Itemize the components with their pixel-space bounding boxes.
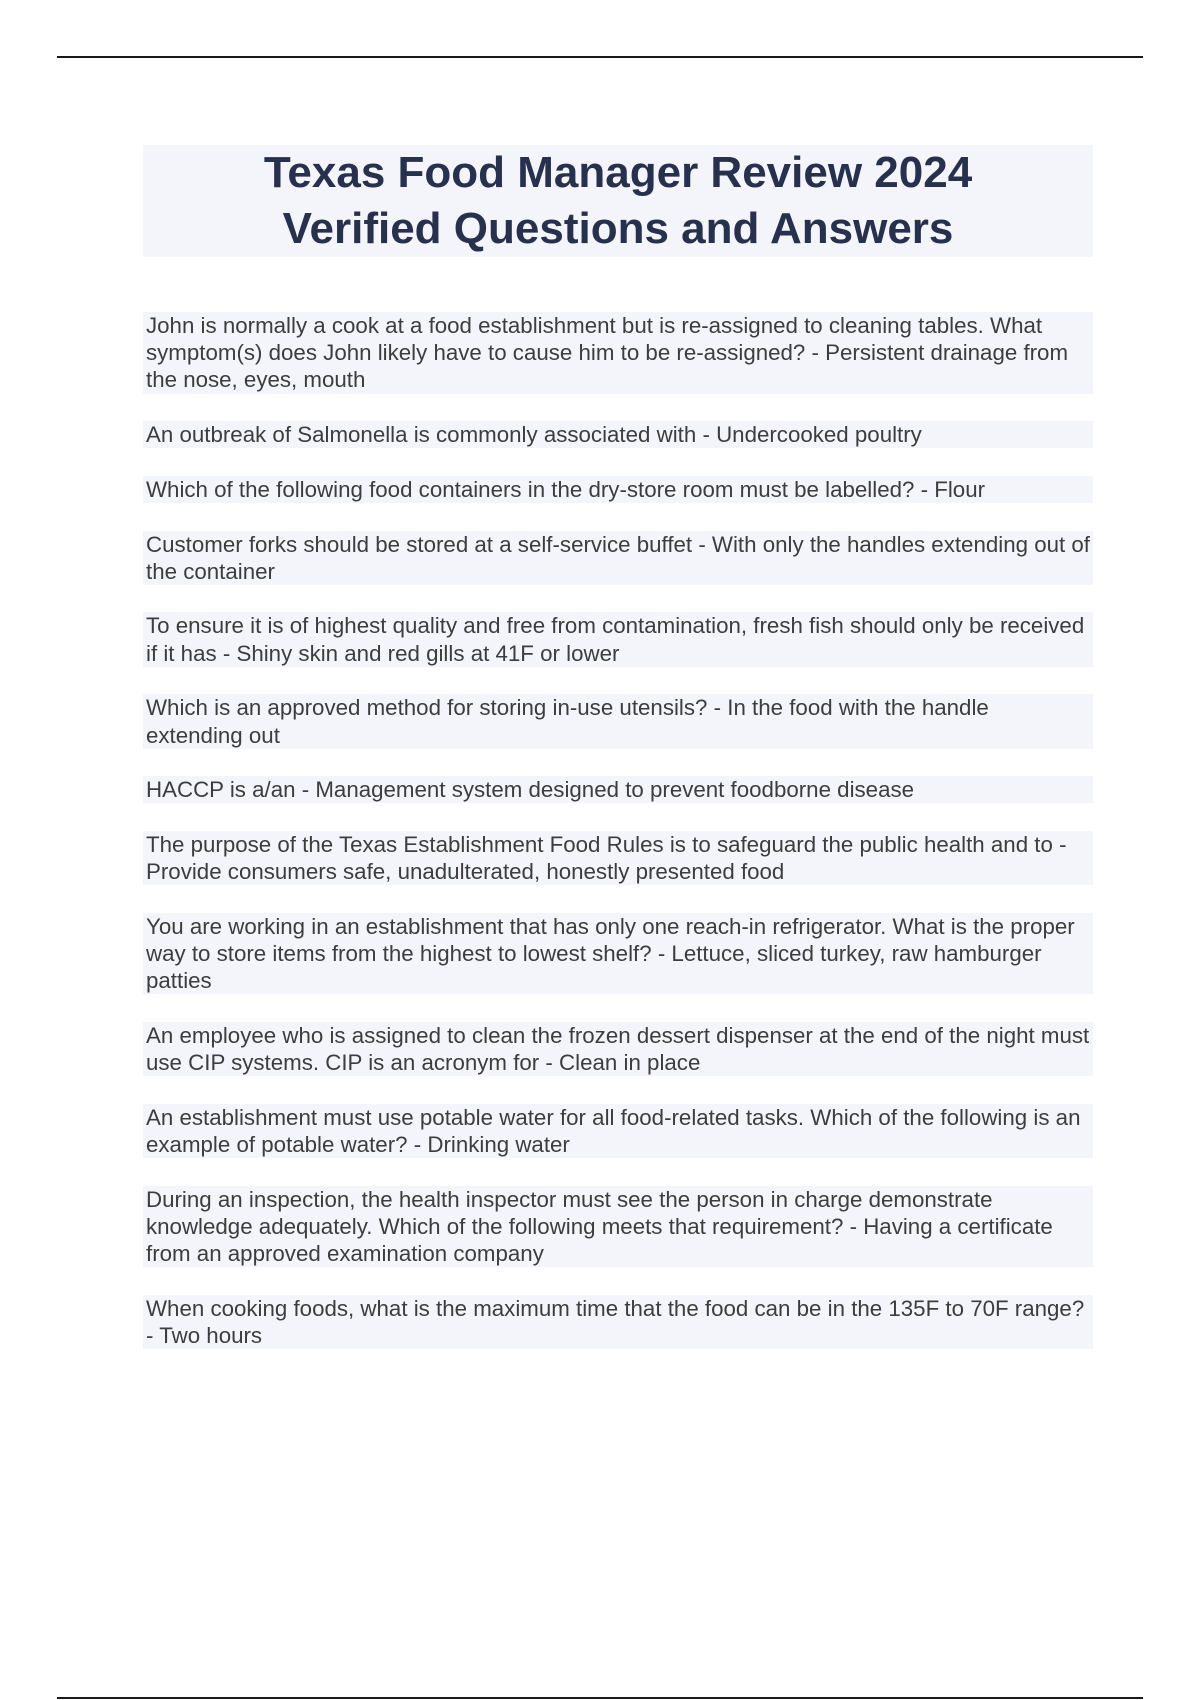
- qa-item: The purpose of the Texas Establishment Food Rules is to safeguard the public health and to - Provide consumers safe, unadulterated, honestly presented food: [143, 831, 1093, 885]
- qa-item: An employee who is assigned to clean the frozen dessert dispenser at the end of the night must use CIP systems. CIP is an acronym for - Clean in place: [143, 1022, 1093, 1076]
- qa-item: An outbreak of Salmonella is commonly associated with - Undercooked poultry: [143, 421, 1093, 448]
- qa-item: During an inspection, the health inspector must see the person in charge demonstrate knowledge adequately. Which of the following meets that requirement? - Having a certificate from an approved examination company: [143, 1186, 1093, 1268]
- header-divider: [57, 56, 1143, 58]
- qa-item: An establishment must use potable water for all food-related tasks. Which of the following is an example of potable water? - Drinking water: [143, 1104, 1093, 1158]
- qa-item: Which of the following food containers in the dry-store room must be labelled? - Flour: [143, 476, 1093, 503]
- title-line-2: Verified Questions and Answers: [282, 204, 954, 253]
- footer-divider: [57, 1697, 1143, 1699]
- qa-item: Which is an approved method for storing in-use utensils? - In the food with the handle extending out: [143, 694, 1093, 748]
- qa-item: When cooking foods, what is the maximum time that the food can be in the 135F to 70F range? - Two hours: [143, 1295, 1093, 1349]
- qa-item: John is normally a cook at a food establishment but is re-assigned to cleaning tables. What symptom(s) does John likely have to cause him to be re-assigned? - Persistent drainage from the nose, eyes, mouth: [143, 312, 1093, 394]
- document-title: [143, 145, 1093, 257]
- qa-list: [143, 312, 1093, 1349]
- qa-item: HACCP is a/an - Management system designed to prevent foodborne disease: [143, 776, 1093, 803]
- qa-item: You are working in an establishment that has only one reach-in refrigerator. What is the proper way to store items from the highest to lowest shelf? - Lettuce, sliced turkey, raw hamburger patties: [143, 913, 1093, 995]
- title-line-1: Texas Food Manager Review 2024: [263, 148, 973, 197]
- qa-item: To ensure it is of highest quality and free from contamination, fresh fish should only be received if it has - Shiny skin and red gills at 41F or lower: [143, 612, 1093, 666]
- qa-item: Customer forks should be stored at a self-service buffet - With only the handles extending out of the container: [143, 531, 1093, 585]
